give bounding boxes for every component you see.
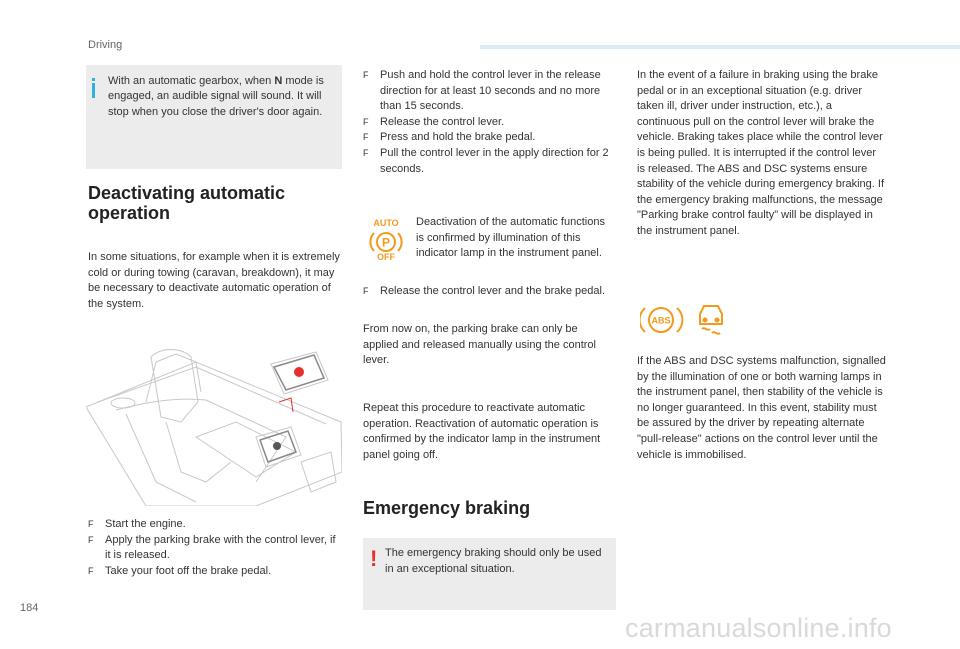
deactivating-heading: Deactivating automatic operation [88, 183, 286, 223]
steps-list-a [88, 517, 340, 579]
deactivation-confirm-text: Deactivation of the automatic functions is confirmed by illumination of this indicator lamp in the instrument panel. [416, 216, 605, 260]
step-item: F Apply the parking brake with the control lever, if it is released. [88, 533, 336, 562]
steps-list-c [363, 284, 613, 300]
emergency-braking-heading: Emergency braking [363, 498, 531, 518]
bullet-icon: F [363, 147, 369, 158]
icon-text-top: AUTO [373, 218, 399, 228]
step-item: F Release the control lever and the brake pedal. [363, 284, 613, 300]
deactivation-intro: In some situations, for example when it is extremely cold or during towing (caravan, breakdown), it may be necessary to deactivate automatic operation of the system. [88, 251, 340, 310]
icon-text-bottom: OFF [377, 252, 395, 260]
info-icon [92, 78, 95, 98]
warning-lamps [640, 300, 740, 340]
step-item: F Take your foot off the brake pedal. [88, 564, 340, 580]
auto-parking-off-icon [366, 218, 406, 260]
dsc-icon [700, 306, 722, 334]
watermark: carmanualsonline.info [625, 613, 892, 643]
console-illustration [86, 342, 342, 506]
abs-icon-label: ABS [651, 315, 671, 326]
bullet-icon: F [363, 286, 369, 296]
bullet-icon: F [88, 519, 94, 529]
bullet-icon: F [363, 70, 369, 80]
step-item: F Start the engine. [88, 517, 340, 533]
abs-dsc-malfunction-text: If the ABS and DSC systems malfunction, signalled by the illumination of one or both warning lamps in the instrument panel, then stability of the vehicle is no longer guaranteed. In this event, stability must be assured by the driver by repeating alternate "pull-release" actions on the control lever until the vehicle is immobilised. [637, 355, 886, 461]
step-item: F Release the control lever. [363, 115, 621, 131]
bullet-icon: F [88, 565, 94, 576]
step-item: F Push and hold the control lever in the release direction for at least 10 seconds and no more than 15 seconds. [363, 69, 601, 113]
steps-list-b [363, 68, 621, 177]
emergency-failure-text: In the event of a failure in braking using the brake pedal or in an exceptional situation (e.g. driver taken ill, driver under instruction, etc.), a continuous pull on the control lever will brake the vehicle. Braking takes place while the control lever is being pulled. It is interrupted if the control lever is released. The ABS and DSC systems ensure stability of the vehicle during emergency braking. If the emergency braking malfunctions, the message "Parking brake control faulty" will be displayed in the instrument panel. [637, 69, 885, 237]
warning-icon: ! [370, 546, 378, 571]
reactivate-text: Repeat this procedure to reactivate automatic operation. Reactivation of automatic operation is confirmed by the indicator lamp in the instrument panel going off. [363, 402, 601, 461]
step-item: F Pull the control lever in the apply direction for 2 seconds. [363, 146, 609, 175]
section-label: Driving [88, 39, 123, 51]
bullet-icon: F [363, 116, 369, 127]
warning-note-text: The emergency braking should only be used in an exceptional situation. [385, 547, 602, 575]
header-bar [480, 45, 960, 49]
manual-operation-text: From now on, the parking brake can only be applied and released manually using the control lever. [363, 323, 596, 367]
info-note-text: With an automatic gearbox, when N mode is engaged, an audible signal will sound. It will stop when you close the driver's door again. [108, 75, 324, 118]
bullet-icon: F [363, 132, 369, 143]
icon-text-letter: P [381, 235, 391, 250]
bullet-icon: F [88, 534, 94, 545]
step-item: F Press and hold the brake pedal. [363, 130, 621, 146]
page-number: 184 [20, 602, 39, 614]
abs-icon [640, 308, 682, 332]
